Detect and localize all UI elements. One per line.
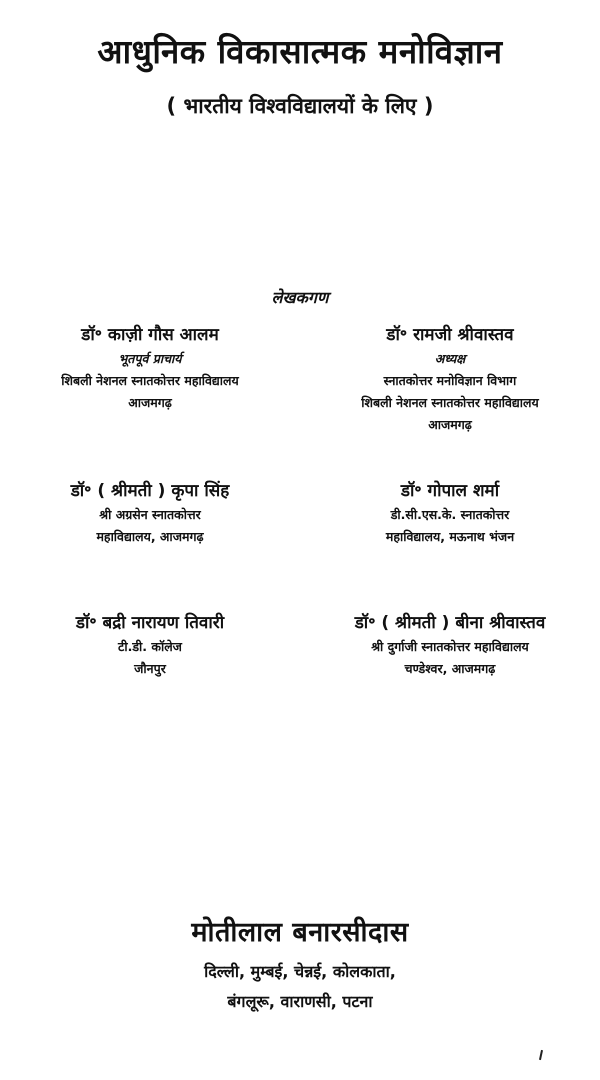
author-block: [300, 322, 600, 436]
author-affiliation: शिबली नेशनल स्नातकोत्तर महाविद्यालय: [61, 373, 239, 388]
author-designation: भूतपूर्व प्राचार्य: [118, 351, 182, 366]
author-name: डॉ॰ गोपाल शर्मा: [400, 481, 500, 501]
author-designation: अध्यक्ष: [434, 351, 466, 366]
author-block: [300, 610, 600, 680]
book-title: आधुनिक विकासात्मक मनोविज्ञान: [97, 32, 503, 71]
author-location: जौनपुर: [134, 661, 166, 676]
book-subtitle: ( भारतीय विश्वविद्यालयों के लिए ): [166, 94, 434, 118]
author-name: डॉ॰ बद्री नारायण तिवारी: [75, 613, 225, 633]
author-name: डॉ॰ ( श्रीमती ) कृपा सिंह: [70, 481, 230, 501]
author-name: डॉ॰ काज़ी गौस आलम: [81, 325, 219, 345]
author-location: आजमगढ़: [128, 395, 172, 410]
author-affiliation: श्री अग्रसेन स्नातकोत्तर: [99, 507, 201, 522]
author-affiliation: श्री दुर्गाजी स्नातकोत्तर महाविद्यालय: [371, 639, 529, 654]
publisher-name: मोतीलाल बनारसीदास: [191, 917, 409, 948]
author-block: [0, 610, 300, 680]
author-location: महाविद्यालय, आजमगढ़: [96, 529, 204, 544]
publisher-cities: बंगलूरू, वाराणसी, पटना: [227, 992, 373, 1011]
author-block: [0, 322, 300, 414]
author-location: महाविद्यालय, मऊनाथ भंजन: [385, 529, 515, 544]
author-block: [300, 478, 600, 548]
author-department: स्नातकोत्तर मनोविज्ञान विभाग: [383, 373, 517, 388]
author-affiliation: डी.सी.एस.के. स्नातकोत्तर: [390, 507, 510, 522]
authors-heading: लेखकगण: [271, 288, 329, 307]
print-speck: [539, 1050, 543, 1060]
author-block: [0, 478, 300, 548]
author-affiliation: शिबली नेशनल स्नातकोत्तर महाविद्यालय: [361, 395, 539, 410]
publisher-cities: दिल्ली, मुम्बई, चेन्नई, कोलकाता,: [204, 962, 396, 981]
author-name: डॉ॰ ( श्रीमती ) बीना श्रीवास्तव: [354, 613, 546, 633]
author-location: चण्डेश्वर, आजमगढ़: [404, 661, 496, 676]
author-location: आजमगढ़: [428, 417, 472, 432]
author-affiliation: टी.डी. कॉलेज: [118, 639, 182, 654]
author-name: डॉ॰ रामजी श्रीवास्तव: [386, 325, 514, 345]
